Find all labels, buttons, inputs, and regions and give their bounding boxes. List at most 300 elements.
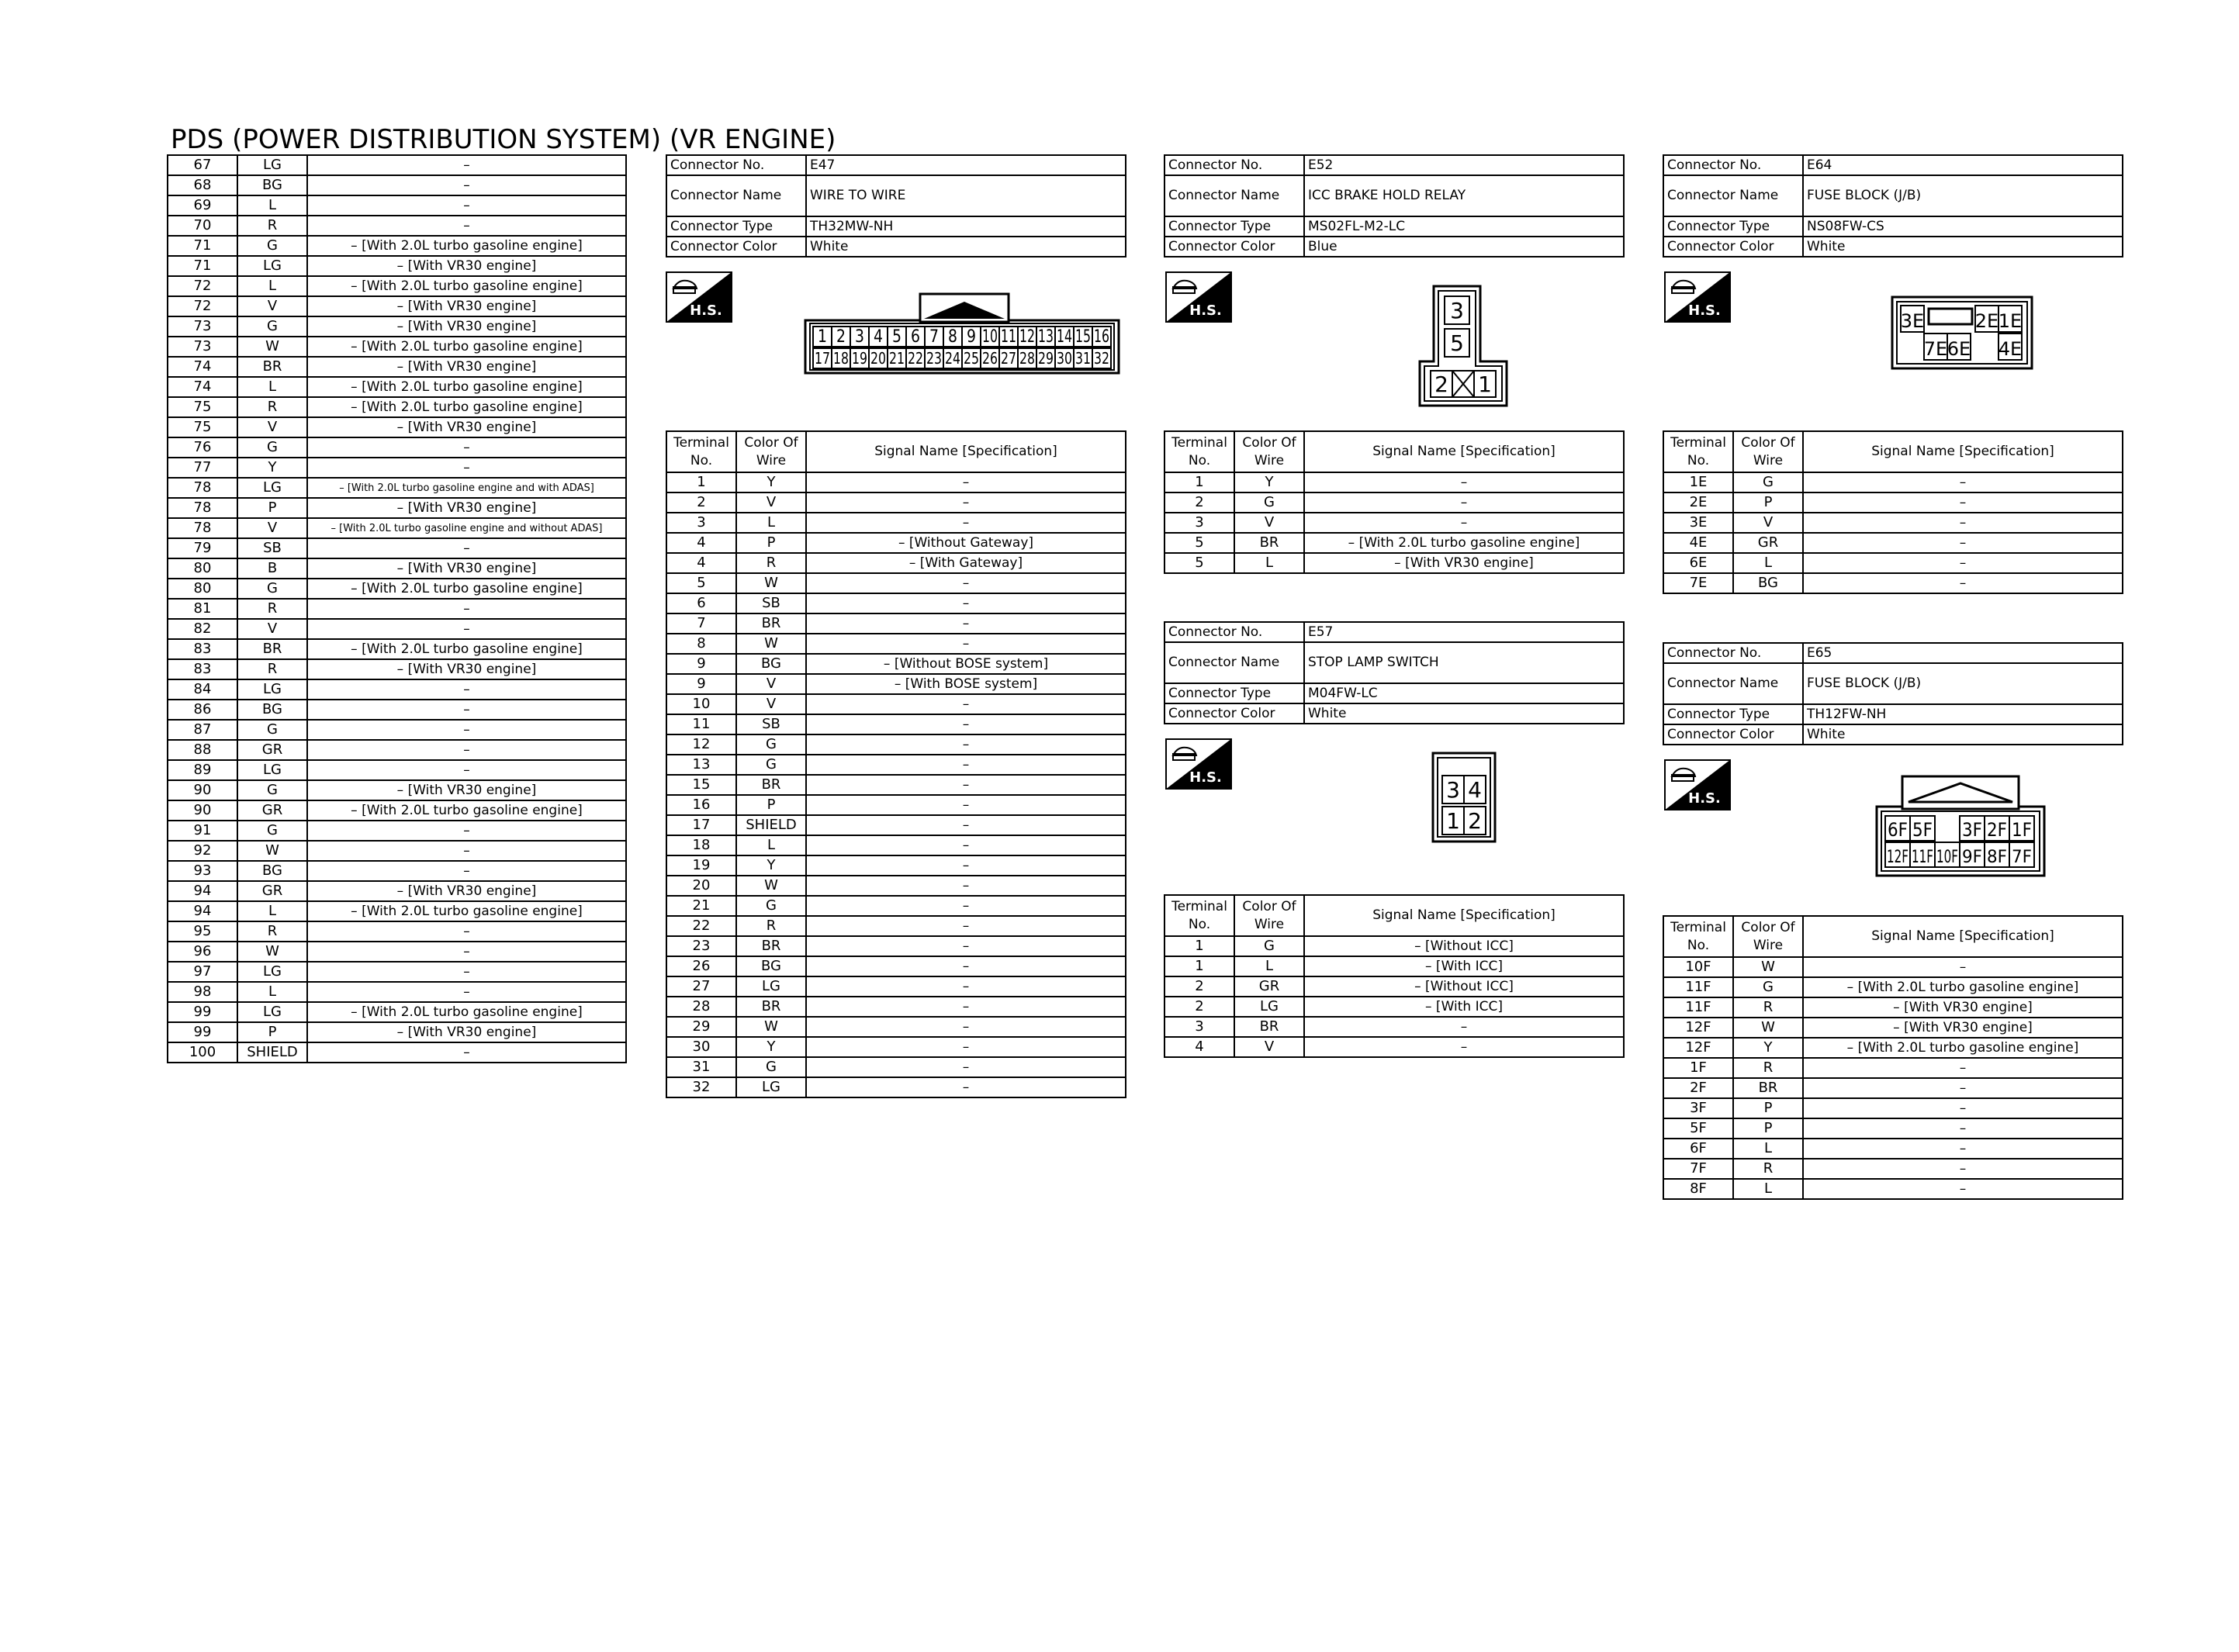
connector-color: White <box>1803 237 2123 257</box>
signal-name-header: Signal Name [Specification] <box>1304 895 1624 936</box>
terminal-no: 18 <box>666 835 736 855</box>
wire-color: V <box>736 492 806 513</box>
connector-name: STOP LAMP SWITCH <box>1304 642 1624 683</box>
wire-color: BG <box>237 861 307 881</box>
terminal-no: 87 <box>168 720 237 740</box>
wire-color: P <box>736 533 806 553</box>
wire-color: R <box>237 921 307 942</box>
terminal-no: 21 <box>666 896 736 916</box>
table-row <box>1663 1078 2123 1098</box>
pin-label: 10F <box>1936 848 1958 867</box>
wire-color: LG <box>237 679 307 700</box>
table-row <box>666 1057 1126 1077</box>
signal-name: – [With VR30 engine] <box>307 498 626 518</box>
pin-label: 1 <box>1478 372 1492 397</box>
signal-name: – <box>806 1057 1126 1077</box>
connector-face-e57 <box>1431 751 1497 844</box>
table-row <box>1663 533 2123 553</box>
wire-color: W <box>736 876 806 896</box>
wire-color: BR <box>736 775 806 795</box>
pin-label: 2 <box>836 327 846 347</box>
pin-label: 3E <box>1900 310 1925 332</box>
terminal-no: 1F <box>1663 1058 1733 1078</box>
signal-name: – <box>806 815 1126 835</box>
connector-no-label: Connector No. <box>1663 643 1803 663</box>
signal-name: – [With VR30 engine] <box>307 316 626 337</box>
connector-face-e64 <box>1890 295 2034 371</box>
table-row <box>1663 553 2123 573</box>
table-row <box>1663 1139 2123 1159</box>
connector-type-label: Connector Type <box>1164 216 1304 237</box>
terminal-no: 73 <box>168 337 237 357</box>
table-row <box>168 841 626 861</box>
signal-name: – [With 2.0L turbo gasoline engine] <box>307 1002 626 1022</box>
wire-color: SB <box>736 593 806 613</box>
signal-name: – [With VR30 engine] <box>307 881 626 901</box>
signal-name: – <box>1803 1139 2123 1159</box>
wire-color: R <box>237 659 307 679</box>
terminal-no: 89 <box>168 760 237 780</box>
pin-label: 23 <box>926 349 942 368</box>
signal-name: – <box>1304 513 1624 533</box>
terminal-no: 4 <box>666 553 736 573</box>
table-row <box>666 674 1126 694</box>
connector-no-label: Connector No. <box>1663 155 1803 175</box>
wire-color: BR <box>736 997 806 1017</box>
signal-name: – <box>806 492 1126 513</box>
table-row <box>666 755 1126 775</box>
terminal-no: 90 <box>168 780 237 800</box>
wire-color: BR <box>736 613 806 634</box>
wire-color: R <box>736 553 806 573</box>
wire-color: R <box>237 397 307 417</box>
pin-label: 11F <box>1912 848 1933 867</box>
harness-side-icon <box>1165 738 1232 790</box>
wire-color: G <box>1733 977 1803 997</box>
terminal-no: 78 <box>168 498 237 518</box>
terminal-no: 94 <box>168 881 237 901</box>
terminal-no: 69 <box>168 195 237 216</box>
terminal-no: 16 <box>666 795 736 815</box>
wire-color: BR <box>1234 533 1304 553</box>
table-row <box>1164 956 1624 976</box>
wire-color: BR <box>1733 1078 1803 1098</box>
pin-label: 5 <box>1450 330 1464 356</box>
pin-label: 8F <box>1987 848 2007 867</box>
table-row <box>168 437 626 458</box>
connector-no: E57 <box>1304 622 1624 642</box>
terminal-no: 29 <box>666 1017 736 1037</box>
table-row <box>1164 492 1624 513</box>
wire-color: W <box>736 1017 806 1037</box>
terminal-no: 94 <box>168 901 237 921</box>
signal-name: – <box>307 175 626 195</box>
table-row <box>666 855 1126 876</box>
wire-color: W <box>1733 957 1803 977</box>
table-row <box>1663 472 2123 492</box>
signal-name: – <box>1803 533 2123 553</box>
terminal-no: 7E <box>1663 573 1733 593</box>
table-row <box>666 1017 1126 1037</box>
pin-label: 9 <box>967 327 976 347</box>
signal-name: – <box>806 936 1126 956</box>
terminal-no: 10F <box>1663 957 1733 977</box>
signal-name: – <box>1803 1159 2123 1179</box>
table-row <box>666 1037 1126 1057</box>
connector-name-label: Connector Name <box>666 175 806 216</box>
pin-label: 1F <box>2012 819 2032 841</box>
wire-color: SHIELD <box>736 815 806 835</box>
wire-color: SB <box>237 538 307 558</box>
terminal-no: 91 <box>168 821 237 841</box>
table-row <box>1663 957 2123 977</box>
signal-name: – <box>1803 1179 2123 1199</box>
wire-color: GR <box>237 740 307 760</box>
signal-name: – [With VR30 engine] <box>307 296 626 316</box>
table-row <box>666 1077 1126 1097</box>
wire-color: P <box>1733 492 1803 513</box>
pin-label: 3F <box>1962 819 1982 841</box>
connector-type: TH12FW-NH <box>1803 704 2123 724</box>
table-row <box>168 679 626 700</box>
terminal-no: 5 <box>1164 533 1234 553</box>
pin-label: 8 <box>948 327 957 347</box>
signal-name: – <box>307 216 626 236</box>
signal-name: – <box>307 760 626 780</box>
connector-name: ICC BRAKE HOLD RELAY <box>1304 175 1624 216</box>
signal-name: – <box>307 962 626 982</box>
connector-color-label: Connector Color <box>1164 703 1304 724</box>
terminal-no-header: Terminal No. <box>1164 431 1234 472</box>
wire-color: R <box>237 599 307 619</box>
wire-color: Y <box>736 855 806 876</box>
signal-name: – <box>1803 1078 2123 1098</box>
terminal-no: 78 <box>168 518 237 538</box>
signal-name: – <box>806 976 1126 997</box>
connector-face-e65 <box>1874 774 2047 878</box>
wire-color: Y <box>1733 1038 1803 1058</box>
terminal-no: 79 <box>168 538 237 558</box>
wire-color: G <box>237 780 307 800</box>
terminal-no: 3 <box>1164 513 1234 533</box>
terminal-no: 86 <box>168 700 237 720</box>
pin-label: 32 <box>1094 349 1109 368</box>
wire-color: W <box>237 337 307 357</box>
pin-label: 27 <box>1001 349 1016 368</box>
table-row <box>168 175 626 195</box>
table-row <box>666 775 1126 795</box>
wire-color: L <box>736 835 806 855</box>
signal-name: – [With VR30 engine] <box>307 780 626 800</box>
signal-name: – <box>307 458 626 478</box>
signal-name: – <box>307 982 626 1002</box>
pin-label: 7E <box>1923 338 1948 360</box>
signal-name: – [With Gateway] <box>806 553 1126 573</box>
signal-name: – [With 2.0L turbo gasoline engine] <box>1803 977 2123 997</box>
color-of-wire-header: Color Of Wire <box>1234 895 1304 936</box>
wire-color: R <box>736 916 806 936</box>
connector-color: White <box>1803 724 2123 745</box>
wire-color: BR <box>237 639 307 659</box>
table-row <box>1663 1098 2123 1118</box>
wire-color: G <box>1733 472 1803 492</box>
wire-color: V <box>237 518 307 538</box>
wire-color: B <box>237 558 307 579</box>
table-row <box>168 821 626 841</box>
wire-color: GR <box>237 800 307 821</box>
table-row <box>666 573 1126 593</box>
wire-color: L <box>237 901 307 921</box>
pin-label: 6F <box>1888 819 1908 841</box>
table-row <box>1164 553 1624 573</box>
signal-name: – <box>806 513 1126 533</box>
svg-text:H.S.: H.S. <box>1688 790 1721 807</box>
table-row <box>168 337 626 357</box>
terminal-no: 26 <box>666 956 736 976</box>
table-row <box>666 492 1126 513</box>
terminal-no: 17 <box>666 815 736 835</box>
signal-name: – <box>307 740 626 760</box>
table-row <box>666 472 1126 492</box>
terminal-no: 13 <box>666 755 736 775</box>
terminal-no-header: Terminal No. <box>1663 916 1733 957</box>
pin-label: 2E <box>1974 310 1999 332</box>
table-row <box>1663 573 2123 593</box>
table-row <box>168 377 626 397</box>
wire-color: R <box>237 216 307 236</box>
pin-label: 3 <box>1450 298 1464 323</box>
terminal-table-e52 <box>1164 430 1625 574</box>
connector-no: E47 <box>806 155 1126 175</box>
wire-color: G <box>237 316 307 337</box>
signal-name: – [Without ICC] <box>1304 936 1624 956</box>
svg-text:H.S.: H.S. <box>1189 302 1222 319</box>
color-of-wire-header: Color Of Wire <box>1733 431 1803 472</box>
pin-label: 1E <box>1998 310 2023 332</box>
terminal-no: 83 <box>168 659 237 679</box>
signal-name: – <box>806 755 1126 775</box>
wire-color: V <box>736 674 806 694</box>
wire-color: L <box>1733 553 1803 573</box>
pin-label: 2 <box>1434 372 1448 397</box>
harness-side-icon <box>1664 759 1731 810</box>
pin-label: 10 <box>982 327 998 347</box>
terminal-no: 76 <box>168 437 237 458</box>
signal-name: – [With 2.0L turbo gasoline engine] <box>307 639 626 659</box>
pin-label: 17 <box>815 349 830 368</box>
terminal-no: 72 <box>168 276 237 296</box>
table-row <box>1663 1179 2123 1199</box>
wire-color: W <box>736 634 806 654</box>
table-row <box>168 800 626 821</box>
terminal-table-e57 <box>1164 894 1625 1058</box>
connector-name-label: Connector Name <box>1164 642 1304 683</box>
wire-color: SHIELD <box>237 1042 307 1063</box>
signal-name: – <box>307 437 626 458</box>
table-row <box>666 613 1126 634</box>
table-row <box>168 579 626 599</box>
signal-name: – <box>1803 553 2123 573</box>
terminal-no: 11 <box>666 714 736 734</box>
terminal-no: 12 <box>666 734 736 755</box>
pin-label: 20 <box>870 349 886 368</box>
terminal-no: 99 <box>168 1022 237 1042</box>
signal-name: – <box>307 861 626 881</box>
signal-name: – <box>307 921 626 942</box>
pin-label: 6E <box>1947 338 1971 360</box>
table-row <box>168 639 626 659</box>
terminal-no: 67 <box>168 155 237 175</box>
wire-color: BR <box>1234 1017 1304 1037</box>
color-of-wire-header: Color Of Wire <box>1234 431 1304 472</box>
wire-color: W <box>736 573 806 593</box>
table-row <box>168 1002 626 1022</box>
signal-name: – <box>1304 492 1624 513</box>
table-row <box>1164 1037 1624 1057</box>
pin-label: 5 <box>892 327 901 347</box>
signal-name-header: Signal Name [Specification] <box>1803 916 2123 957</box>
table-row <box>168 256 626 276</box>
signal-name: – <box>307 942 626 962</box>
connector-name-label: Connector Name <box>1164 175 1304 216</box>
table-row <box>168 397 626 417</box>
wire-color: G <box>237 437 307 458</box>
table-row <box>1164 1017 1624 1037</box>
pin-label: 5F <box>1912 819 1933 841</box>
signal-name: – [With 2.0L turbo gasoline engine and without ADAS] <box>307 518 626 538</box>
connector-color-label: Connector Color <box>1164 237 1304 257</box>
pin-label: 4 <box>1468 777 1482 803</box>
terminal-no: 20 <box>666 876 736 896</box>
connector-no-label: Connector No. <box>1164 622 1304 642</box>
table-row <box>168 881 626 901</box>
pin-label: 1 <box>818 327 827 347</box>
terminal-no: 74 <box>168 377 237 397</box>
connector-name: FUSE BLOCK (J/B) <box>1803 175 2123 216</box>
wire-color: G <box>736 734 806 755</box>
signal-name: – [With 2.0L turbo gasoline engine] <box>307 901 626 921</box>
terminal-no: 6 <box>666 593 736 613</box>
terminal-no: 80 <box>168 558 237 579</box>
table-row <box>666 734 1126 755</box>
terminal-table-e64 <box>1663 430 2123 594</box>
signal-name: – [With 2.0L turbo gasoline engine] <box>307 800 626 821</box>
wire-color: W <box>1733 1018 1803 1038</box>
table-row <box>168 740 626 760</box>
pin-label: 26 <box>982 349 998 368</box>
connector-name-label: Connector Name <box>1663 663 1803 704</box>
pin-label: 1 <box>1446 808 1460 834</box>
terminal-no: 28 <box>666 997 736 1017</box>
signal-name: – <box>806 634 1126 654</box>
table-row <box>168 1022 626 1042</box>
table-row <box>666 936 1126 956</box>
wire-color: Y <box>736 472 806 492</box>
connector-color: Blue <box>1304 237 1624 257</box>
signal-name-header: Signal Name [Specification] <box>806 431 1126 472</box>
table-row <box>168 538 626 558</box>
pin-label: 22 <box>908 349 923 368</box>
wire-color: L <box>237 377 307 397</box>
wire-color: G <box>237 236 307 256</box>
terminal-no: 4 <box>1164 1037 1234 1057</box>
wire-color: L <box>1234 956 1304 976</box>
connector-info-e47 <box>666 154 1126 257</box>
wire-color: LG <box>237 256 307 276</box>
wire-color: V <box>237 417 307 437</box>
table-row <box>168 921 626 942</box>
terminal-no: 2 <box>1164 997 1234 1017</box>
pin-label: 2 <box>1468 808 1482 834</box>
signal-name: – [With VR30 engine] <box>307 357 626 377</box>
connector-color: White <box>806 237 1126 257</box>
terminal-no: 22 <box>666 916 736 936</box>
signal-name: – <box>806 896 1126 916</box>
signal-name: – <box>806 1037 1126 1057</box>
terminal-no: 77 <box>168 458 237 478</box>
terminal-no: 71 <box>168 256 237 276</box>
terminal-no: 12F <box>1663 1038 1733 1058</box>
signal-name: – [With VR30 engine] <box>1803 1018 2123 1038</box>
wire-color: BG <box>237 700 307 720</box>
wire-color: BR <box>237 357 307 377</box>
wire-color: V <box>237 619 307 639</box>
wire-color: BG <box>736 956 806 976</box>
terminal-no: 75 <box>168 417 237 437</box>
wire-color: P <box>1733 1118 1803 1139</box>
table-row <box>168 498 626 518</box>
terminal-no: 92 <box>168 841 237 861</box>
svg-text:H.S.: H.S. <box>1688 302 1721 319</box>
connector-face-e47 <box>804 292 1120 375</box>
signal-name: – [With VR30 engine] <box>1803 997 2123 1018</box>
table-row <box>168 760 626 780</box>
signal-name: – <box>806 613 1126 634</box>
signal-name: – [With 2.0L turbo gasoline engine] <box>1803 1038 2123 1058</box>
wire-color: GR <box>237 881 307 901</box>
table-row <box>666 634 1126 654</box>
signal-name: – [With 2.0L turbo gasoline engine] <box>307 276 626 296</box>
signal-name: – [With VR30 engine] <box>1304 553 1624 573</box>
table-row <box>1663 492 2123 513</box>
signal-name: – <box>806 795 1126 815</box>
table-row <box>666 513 1126 533</box>
pin-label: 12F <box>1887 848 1909 867</box>
svg-text:H.S.: H.S. <box>1189 769 1222 786</box>
signal-name: – <box>1803 957 2123 977</box>
signal-name: – <box>1304 472 1624 492</box>
table-row <box>666 835 1126 855</box>
terminal-no: 1 <box>1164 956 1234 976</box>
connector-name-label: Connector Name <box>1663 175 1803 216</box>
signal-name-header: Signal Name [Specification] <box>1304 431 1624 472</box>
table-row <box>666 876 1126 896</box>
pin-label: 4E <box>1998 338 2023 360</box>
terminal-no: 3F <box>1663 1098 1733 1118</box>
terminal-no: 98 <box>168 982 237 1002</box>
signal-name: – <box>1803 1058 2123 1078</box>
terminal-no: 74 <box>168 357 237 377</box>
table-row <box>666 997 1126 1017</box>
terminal-no: 19 <box>666 855 736 876</box>
terminal-no: 8F <box>1663 1179 1733 1199</box>
signal-name: – <box>806 573 1126 593</box>
terminal-no: 83 <box>168 639 237 659</box>
terminal-no: 73 <box>168 316 237 337</box>
terminal-no: 81 <box>168 599 237 619</box>
wire-color: LG <box>237 478 307 498</box>
wire-color: G <box>1234 492 1304 513</box>
